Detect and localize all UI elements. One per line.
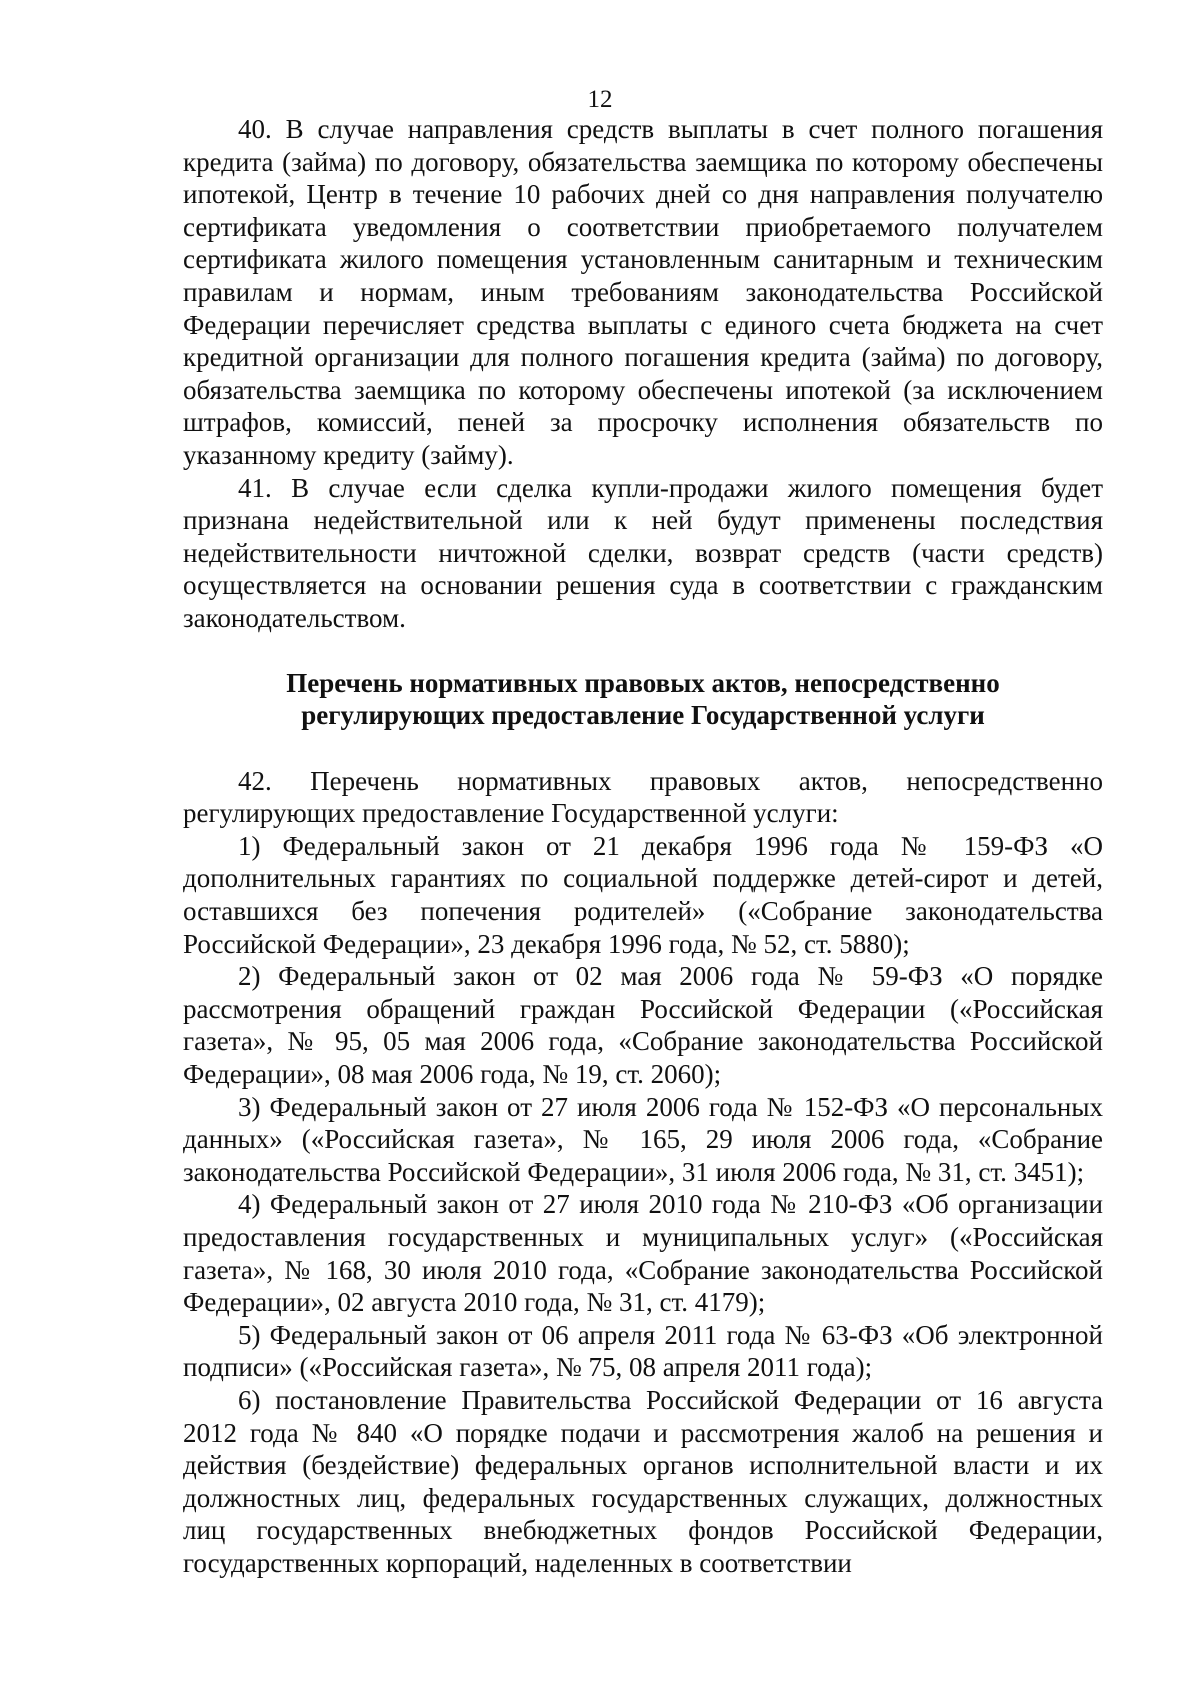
section-heading-line-2: регулирующих предоставление Государственной услуги (301, 700, 985, 731)
page-number: 12 (587, 86, 613, 113)
list-item-5: 5) Федеральный закон от 06 апреля 2011 года № 63-ФЗ «Об электронной подписи» («Российская газета», № 75, 08 апреля 2011 года); (183, 1319, 1103, 1383)
section-heading (183, 667, 1103, 732)
paragraph-42: 42. Перечень нормативных правовых актов, непосредственно регулирующих предоставление Государственной услуги: (183, 765, 1103, 829)
list-item-2: 2) Федеральный закон от 02 мая 2006 года № 59-ФЗ «О порядке рассмотрения обращений граждан Российской Федерации («Российская газета», № 95, 05 мая 2006 года, «Собрание законодательства Российской Федерации», 08 мая 2006 года, № 19, ст. 2060); (183, 961, 1103, 1090)
document-body (183, 113, 1103, 1580)
list-item-6: 6) постановление Правительства Российской Федерации от 16 августа 2012 года № 840 «О порядке подачи и рассмотрения жалоб на решения и действия (бездействие) федеральных органов исполнительной власти и их должностных лиц, федеральных государственных служащих, должностных лиц государственных внебюджетных фондов Российской Федерации, государственных корпораций, наделенных в соответствии (183, 1384, 1103, 1578)
section-heading-line-1: Перечень нормативных правовых актов, непосредственно (286, 667, 1000, 698)
list-item-4: 4) Федеральный закон от 27 июля 2010 года № 210-ФЗ «Об организации предоставления государственных и муниципальных услуг» («Российская газета», № 168, 30 июля 2010 года, «Собрание законодательства Российской Федерации», 02 августа 2010 года, № 31, ст. 4179); (183, 1189, 1103, 1318)
paragraph-41: 41. В случае если сделка купли-продажи жилого помещения будет признана недействительной или к ней будут применены последствия недействительности ничтожной сделки, возврат средств (части средств) осуществляется на основании решения суда в соответствии с гражданским законодательством. (183, 472, 1103, 633)
list-item-3: 3) Федеральный закон от 27 июля 2006 года № 152-ФЗ «О персональных данных» («Российская газета», № 165, 29 июля 2006 года, «Собрание законодательства Российской Федерации», 31 июля 2006 года, № 31, ст. 3451); (183, 1091, 1103, 1187)
paragraph-40: 40. В случае направления средств выплаты в счет полного погашения кредита (займа) по договору, обязательства заемщика по которому обеспечены ипотекой, Центр в течение 10 рабочих дней со дня направления получателю сертификата уведомления о соответствии приобретаемого получателем сертификата жилого помещения установленным санитарным и техническим правилам и нормам, иным требованиям законодательства Российской Федерации перечисляет средства выплаты с единого счета бюджета на счет кредитной организации для полного погашения кредита (займа) по договору, обязательства заемщика по которому обеспечены ипотекой (за исключением штрафов, комиссий, пеней за просрочку исполнения обязательств по указанному кредиту (займу). (183, 114, 1103, 470)
list-item-1: 1) Федеральный закон от 21 декабря 1996 года № 159-ФЗ «О дополнительных гарантиях по социальной поддержке детей-сирот и детей, оставшихся без попечения родителей» («Собрание законодательства Российской Федерации», 23 декабря 1996 года, № 52, ст. 5880); (183, 830, 1103, 959)
